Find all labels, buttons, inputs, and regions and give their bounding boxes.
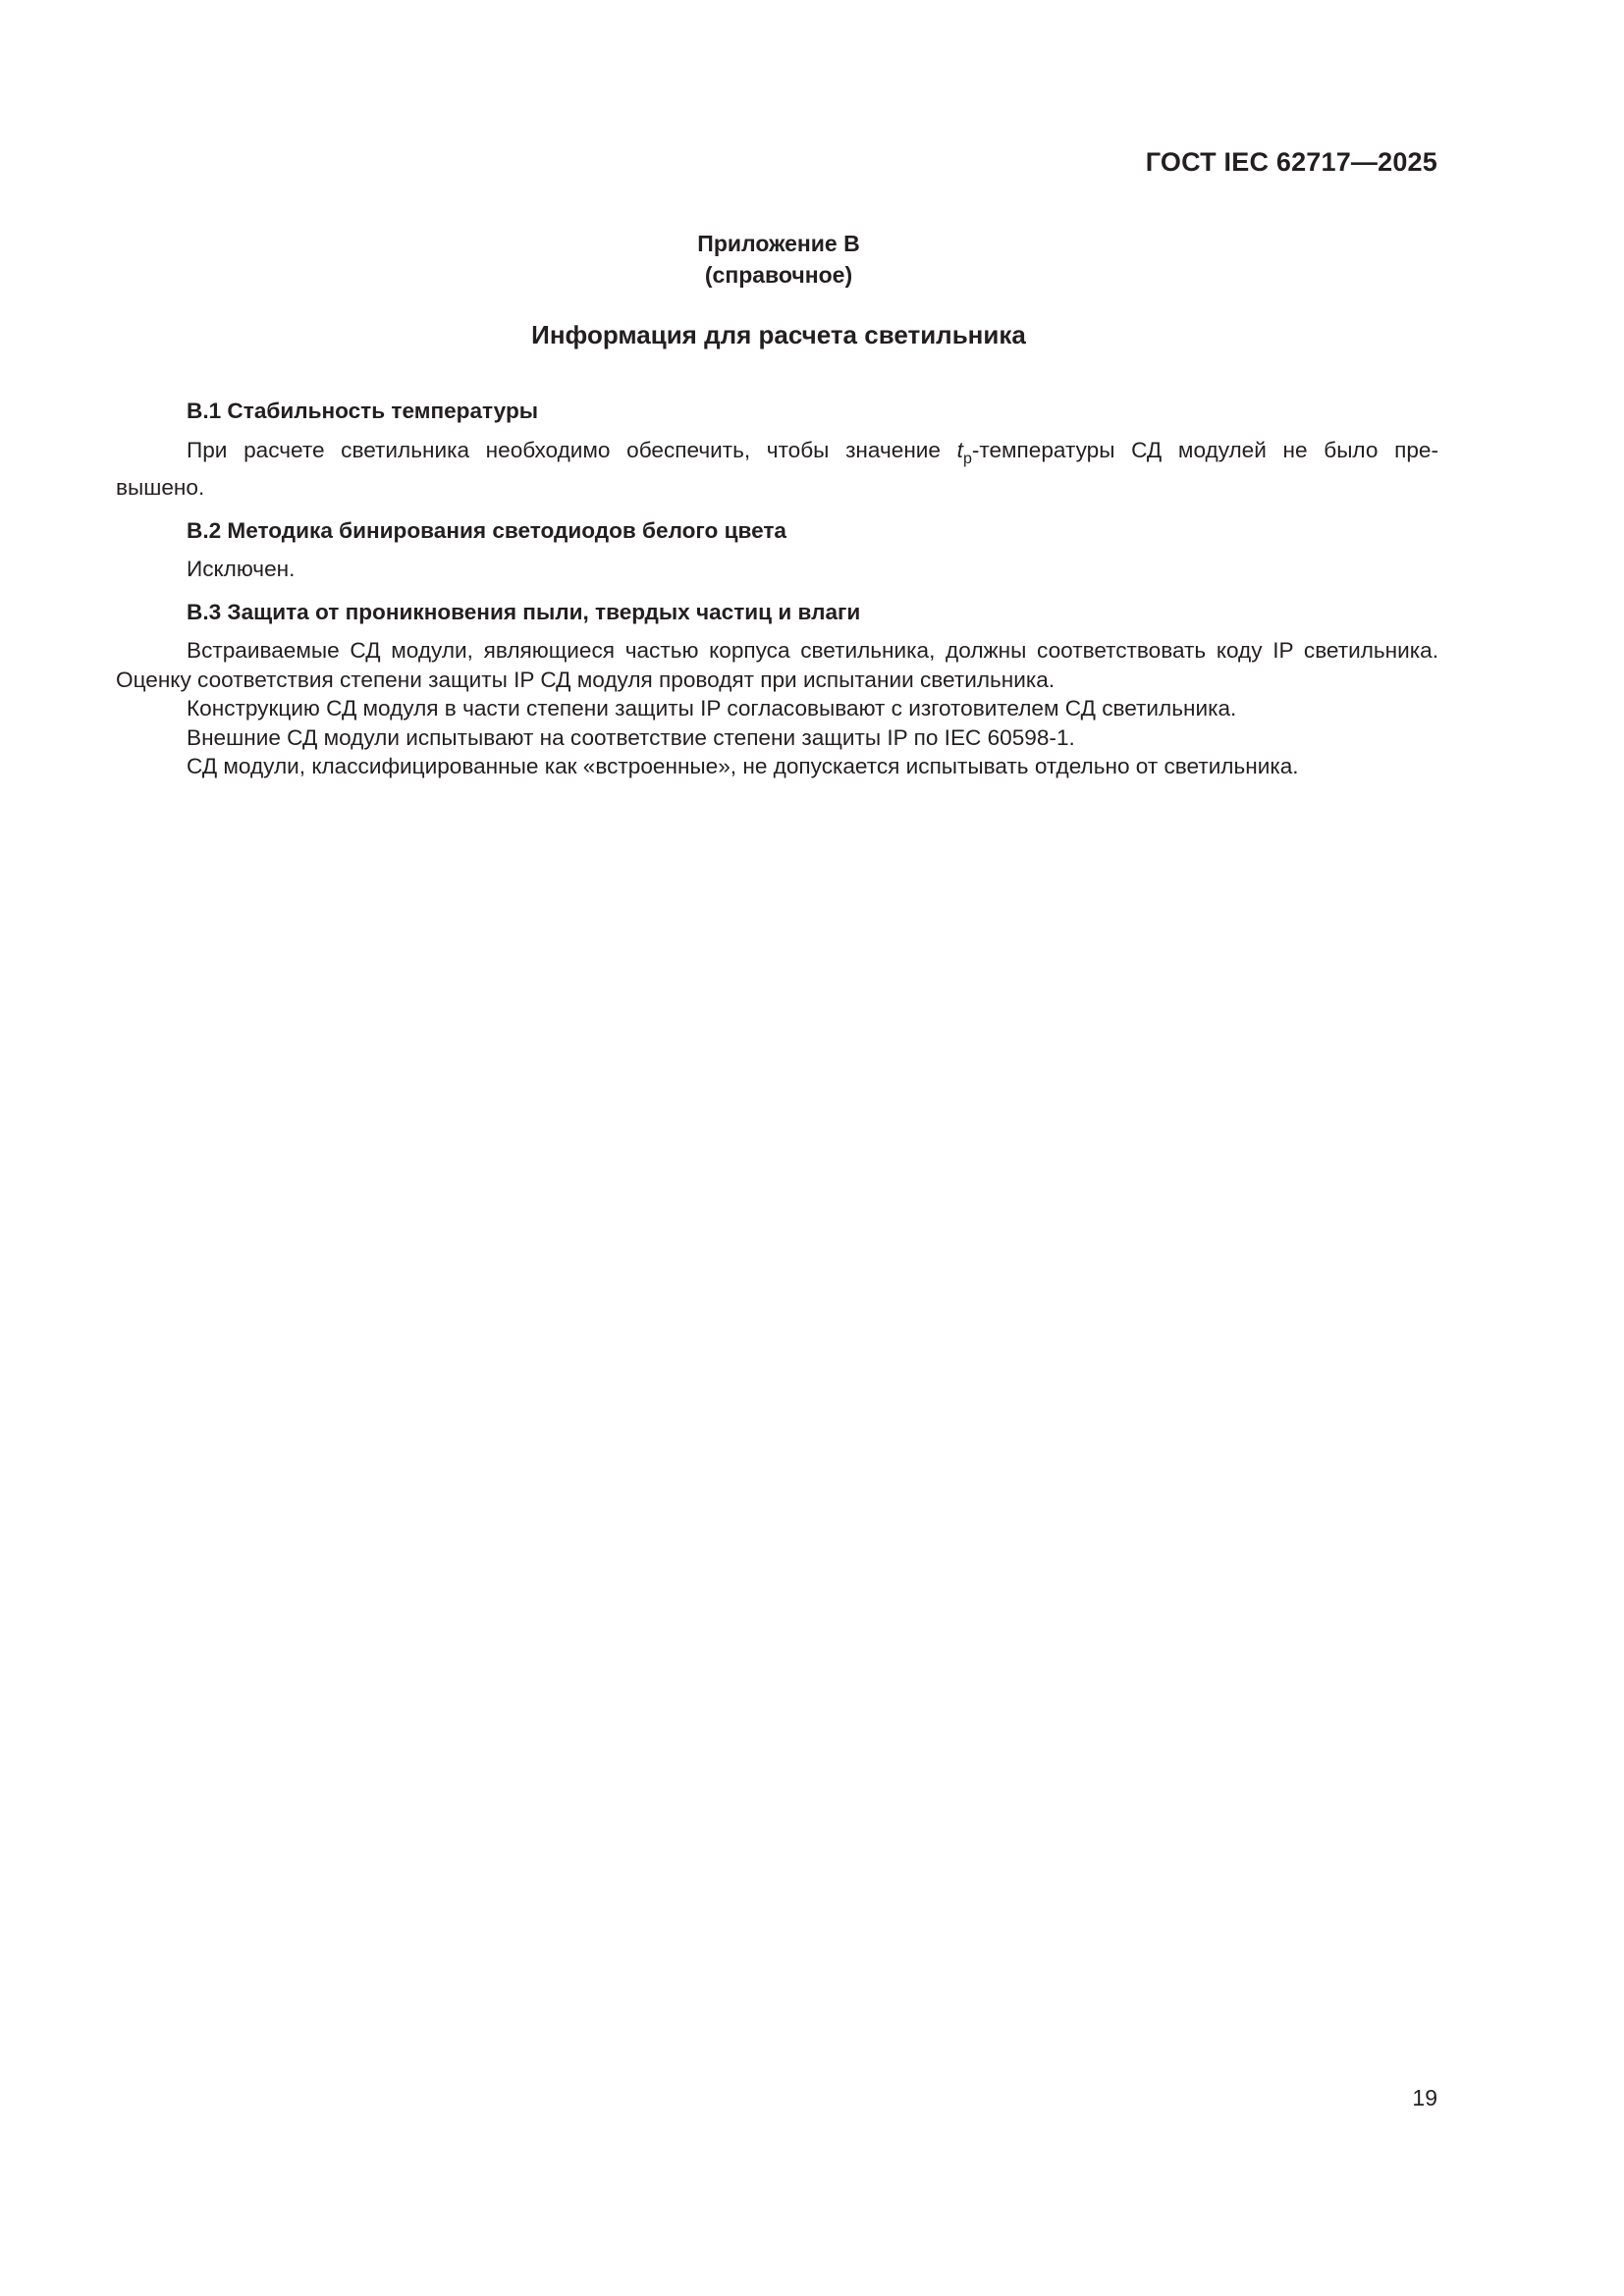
section-heading: В.1 Стабильность температуры [187, 399, 539, 423]
annex-title: Информация для расчета светильника [531, 320, 1026, 349]
paragraph: Внешние СД модули испытывают на соответствие степени защиты IP по IEC 60598-1. [187, 724, 1075, 750]
annex-label: Приложение В [697, 231, 860, 256]
document-header-standard-id: ГОСТ IEC 62717—2025 [1145, 147, 1437, 177]
section-b1 [116, 397, 1438, 503]
annex-type: (справочное) [704, 262, 853, 288]
paragraph: СД модули, классифицированные как «встроенные», не допускается испытывать отдельно от светильника. [187, 754, 1299, 778]
page-number: 19 [1412, 2085, 1437, 2110]
text-run: -температуры СД модулей не было пре- [971, 437, 1438, 462]
paragraph: Конструкцию СД модуля в части степени защиты IP согласовывают с изготовителем СД светильника. [187, 696, 1237, 721]
paragraph: Исключен. [187, 557, 296, 581]
section-heading: В.3 Защита от проникновения пыли, твердых частиц и влаги [187, 599, 861, 624]
document-body [116, 397, 1438, 795]
section-heading: В.2 Методика бинирования светодиодов белого цвета [187, 517, 787, 543]
text-run: При расчете светильника необходимо обеспечить, чтобы значение [187, 437, 957, 462]
section-b3 [116, 598, 1438, 781]
annex-heading [0, 228, 1557, 291]
paragraph: Встраиваемые СД модули, являющиеся частью корпуса светильника, должны соответствовать коду IP светильника. Оценку соответствия степени защиты IP СД модуля проводят при испытании светильника. [116, 638, 1438, 692]
paragraph [116, 436, 1438, 474]
variable-t: t [956, 437, 963, 462]
section-b2 [116, 516, 1438, 584]
subscript-p: p [962, 450, 972, 467]
paragraph-continuation: вышено. [116, 475, 205, 500]
